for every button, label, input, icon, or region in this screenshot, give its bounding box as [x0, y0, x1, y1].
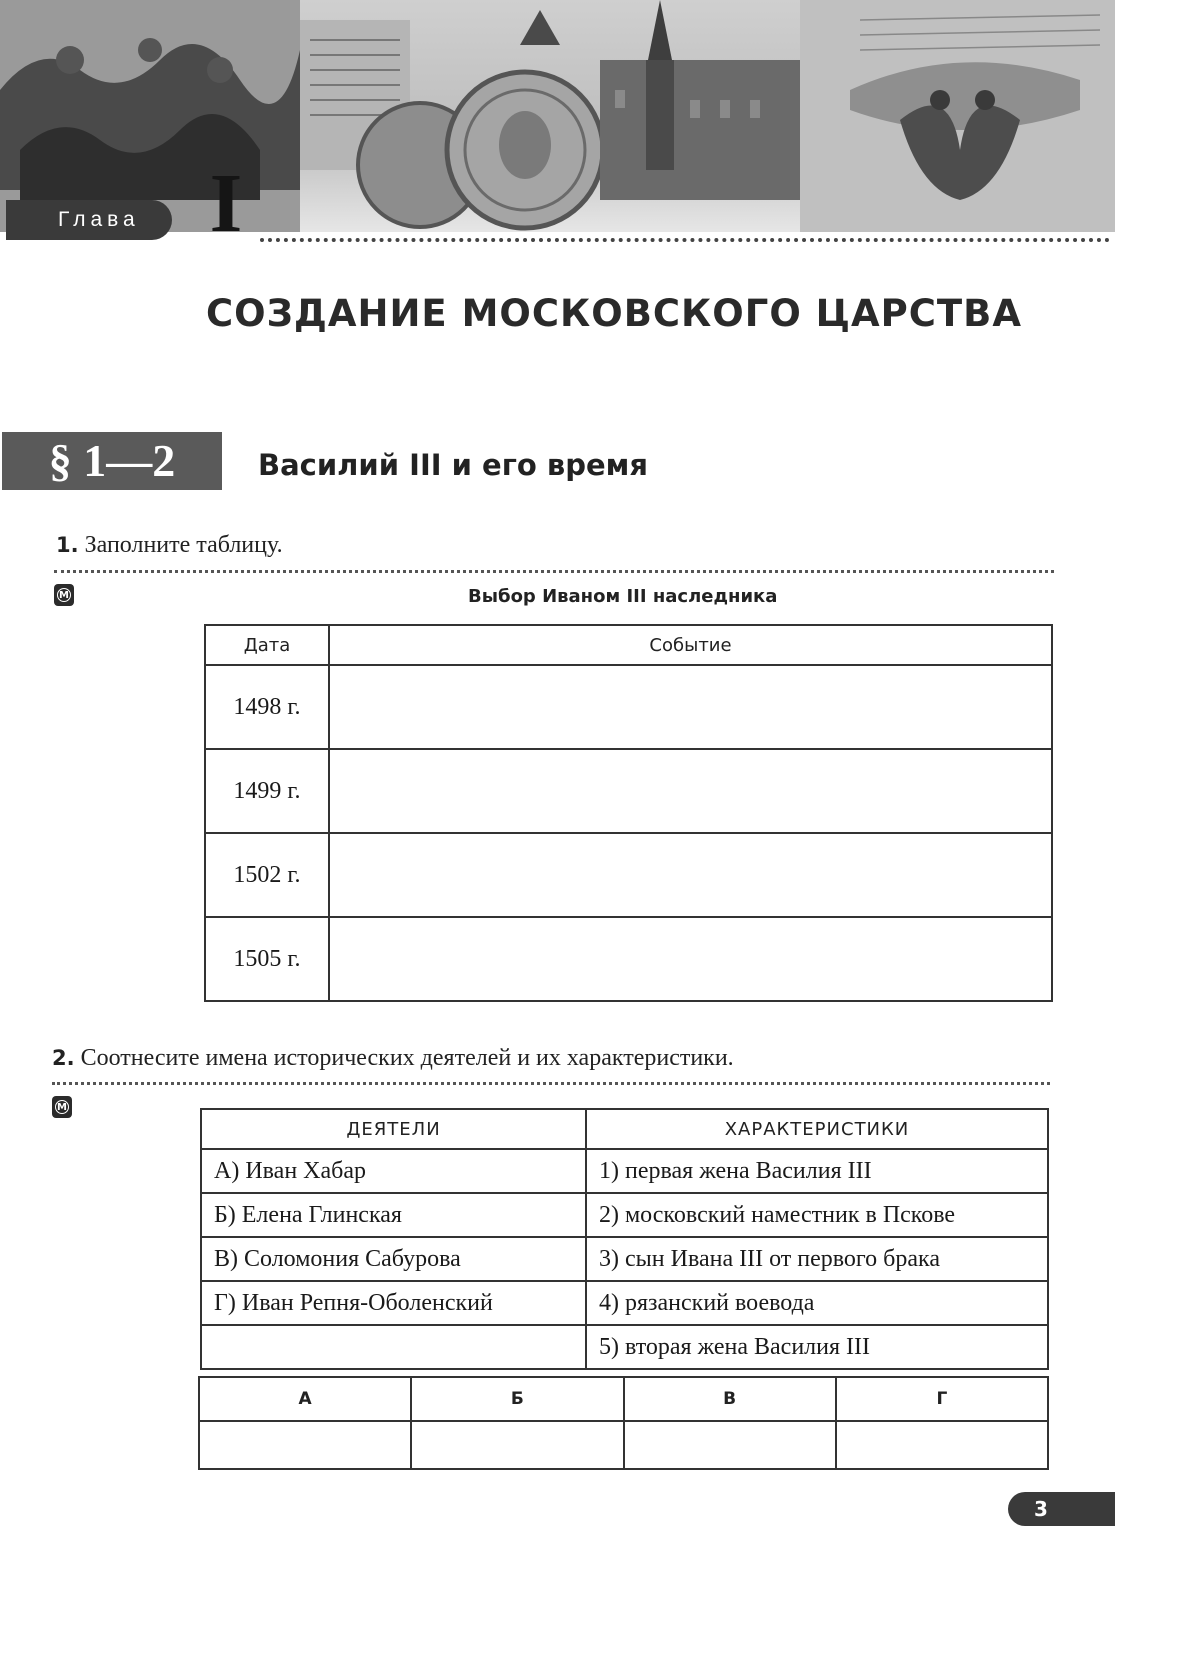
event-cell[interactable]: [329, 749, 1052, 833]
table-row: [205, 917, 1052, 1001]
table-row: [201, 1193, 1048, 1237]
table-row: [205, 749, 1052, 833]
task-1-number: 1.: [56, 533, 79, 557]
answer-cell-a[interactable]: [199, 1421, 411, 1469]
task-1-instruction: [56, 532, 283, 559]
table-header-row: [201, 1109, 1048, 1149]
column-header-figures: ДЕЯТЕЛИ: [201, 1109, 586, 1149]
historical-collage-image: [0, 0, 1115, 232]
date-cell: 1498 г.: [205, 665, 329, 749]
task-2-instruction: [52, 1045, 734, 1072]
chapter-label: Глава: [6, 200, 172, 240]
task-2-text: Соотнесите имена исторических деятелей и их характеристики.: [80, 1045, 734, 1071]
figure-cell: Б) Елена Глинская: [201, 1193, 586, 1237]
paragraph-title: Василий III и его время: [258, 448, 648, 482]
table-header-row: [205, 625, 1052, 665]
methodology-icon: М: [54, 584, 74, 606]
date-cell: 1502 г.: [205, 833, 329, 917]
figure-cell: [201, 1325, 586, 1369]
figure-cell: В) Соломония Сабурова: [201, 1237, 586, 1281]
answer-row: [199, 1421, 1048, 1469]
table-row: [205, 665, 1052, 749]
answer-header-g: Г: [836, 1377, 1048, 1421]
characteristic-cell: 2) московский наместник в Пскове: [586, 1193, 1048, 1237]
table-row: [205, 833, 1052, 917]
date-cell: 1499 г.: [205, 749, 329, 833]
event-cell[interactable]: [329, 917, 1052, 1001]
matching-table: [200, 1108, 1049, 1370]
answer-cell-g[interactable]: [836, 1421, 1048, 1469]
dotted-divider: [52, 1082, 1050, 1085]
chapter-number: I: [209, 157, 243, 250]
answer-cell-v[interactable]: [624, 1421, 836, 1469]
column-header-characteristics: ХАРАКТЕРИСТИКИ: [586, 1109, 1048, 1149]
table-row: [201, 1149, 1048, 1193]
column-header-date: Дата: [205, 625, 329, 665]
methodology-icon: М: [52, 1096, 72, 1118]
header-illustration: [0, 0, 1115, 232]
characteristic-cell: 4) рязанский воевода: [586, 1281, 1048, 1325]
characteristic-cell: 5) вторая жена Василия III: [586, 1325, 1048, 1369]
dotted-divider: [260, 238, 1110, 242]
table-row: [201, 1325, 1048, 1369]
answer-header-b: Б: [411, 1377, 623, 1421]
table-row: [201, 1281, 1048, 1325]
dotted-divider: [54, 570, 1054, 573]
event-cell[interactable]: [329, 833, 1052, 917]
answer-table: [198, 1376, 1049, 1470]
event-cell[interactable]: [329, 665, 1052, 749]
column-header-event: Событие: [329, 625, 1052, 665]
page-number: 3: [1008, 1492, 1115, 1526]
characteristic-cell: 1) первая жена Василия III: [586, 1149, 1048, 1193]
table-caption: Выбор Иваном III наследника: [468, 586, 778, 607]
answer-header-v: В: [624, 1377, 836, 1421]
task-1-text: Заполните таблицу.: [84, 532, 283, 558]
date-cell: 1505 г.: [205, 917, 329, 1001]
answer-header-row: [199, 1377, 1048, 1421]
chapter-title: СОЗДАНИЕ МОСКОВСКОГО ЦАРСТВА: [206, 292, 1022, 335]
paragraph-number: § 1—2: [2, 432, 222, 490]
answer-header-a: А: [199, 1377, 411, 1421]
figure-cell: Г) Иван Репня-Оболенский: [201, 1281, 586, 1325]
task-2-number: 2.: [52, 1046, 75, 1070]
fill-table: [204, 624, 1053, 1002]
answer-cell-b[interactable]: [411, 1421, 623, 1469]
characteristic-cell: 3) сын Ивана III от первого брака: [586, 1237, 1048, 1281]
figure-cell: А) Иван Хабар: [201, 1149, 586, 1193]
table-row: [201, 1237, 1048, 1281]
